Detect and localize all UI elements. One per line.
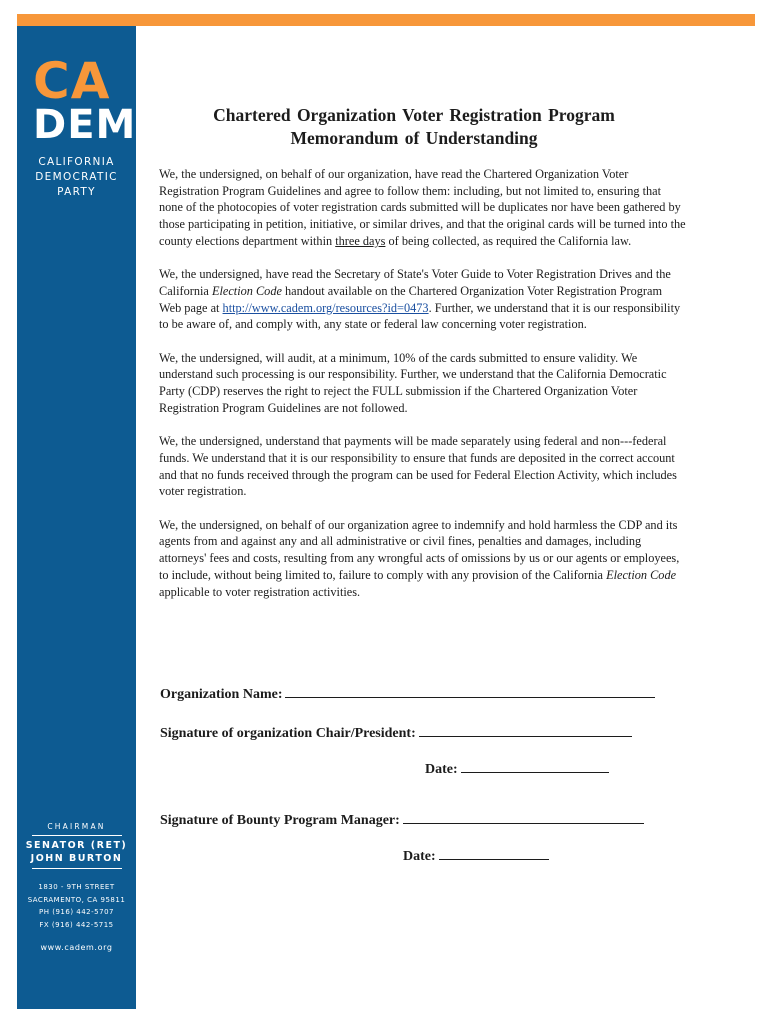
bounty-signature-field <box>160 810 644 829</box>
logo-dem-text: DEM <box>33 102 137 148</box>
paragraph-indemnify: We, the undersigned, on behalf of our organization agree to indemnify and hold harmless the CDP and its agents from and against any and all administrative or civil fines, penalties and damages, including attorneys' fees and costs, resulting from any wrongful acts of omissions by us or our agents or employees, to include, without being limited to, failure to comply with any provision of the California Election Code applicable to voter registration activities. <box>159 517 680 599</box>
chairman-label: CHAIRMAN <box>47 822 106 831</box>
paragraph-audit: We, the undersigned, will audit, at a minimum, 10% of the cards submitted to ensure validity. We understand such processing is our responsibility. Further, we understand that the California Democratic Party (CDP) reserves the right to reject the FULL submission if the Chartered Organization Voter Registration Program Guidelines are not followed. <box>159 350 667 415</box>
title-line-1: Chartered Organization Voter Registration Program <box>213 105 615 125</box>
chairman-divider <box>32 835 122 836</box>
party-line: PARTY <box>57 186 96 198</box>
resources-link[interactable]: http://www.cadem.org/resources?id=0473 <box>222 300 429 315</box>
chairman-name-line: SENATOR (RET) <box>25 840 128 851</box>
party-name <box>17 155 136 200</box>
chairman-name <box>17 839 136 865</box>
document-title <box>160 104 668 150</box>
website-link[interactable]: www.cadem.org <box>40 943 113 952</box>
memorandum-body <box>159 166 687 617</box>
logo-ca-text: CA <box>33 52 111 110</box>
phone-line: PH (916) 442-5707 <box>39 908 114 917</box>
fax-line: FX (916) 442-5715 <box>39 920 114 929</box>
date-line[interactable] <box>439 846 549 860</box>
address-block <box>17 881 136 931</box>
sidebar <box>17 26 136 1009</box>
date-label: Date: <box>403 849 436 864</box>
paragraph-voter-guide: We, the undersigned, have read the Secretary of State's Voter Guide to Voter Registration Drives and the California Election Code handout available on the Chartered Organization Voter Registration Program Web page at http://www.cadem.org/resources?id=0473. Further, we understand that it is our responsibility to be aware of, and comply with, any state or federal law concerning voter registration. <box>159 267 681 332</box>
chair-signature-label: Signature of organization Chair/President: <box>160 726 416 741</box>
title-line-2: Memorandum of Understanding <box>290 128 538 148</box>
paragraph-guidelines: We, the undersigned, on behalf of our organization, have read the Chartered Organization Voter Registration Program Guidelines and agree to follow them: including, but not limited to, ensuring that none of the photocopies of voter registration cards submitted will be duplicates nor have been gathered by those participating in petition, initiative, or similar drives, and that the original cards will be turned into the county elections department within three days of being collected, as required the California law. <box>159 167 686 248</box>
chairman-name-line: JOHN BURTON <box>30 853 123 864</box>
party-line: CALIFORNIA <box>38 156 115 168</box>
organization-name-field <box>160 684 655 703</box>
chairman-divider <box>32 868 122 869</box>
date-label: Date: <box>425 762 458 777</box>
organization-name-label: Organization Name: <box>160 687 283 702</box>
bounty-signature-line[interactable] <box>403 810 644 824</box>
date-line[interactable] <box>461 759 609 773</box>
paragraph-payments: We, the undersigned, understand that payments will be made separately using federal and non---federal funds. We understand that it is our responsibility to ensure that funds are deposited in the correct account and that no funds received through the program can be used for Federal Election Activity, which includes voter registration. <box>159 434 677 499</box>
chair-signature-line[interactable] <box>419 723 632 737</box>
date-field-2 <box>403 846 549 865</box>
three-days-underline: three days <box>335 233 386 248</box>
date-field-1 <box>425 759 609 778</box>
address-line: 1830 - 9TH STREET <box>38 883 115 891</box>
bounty-signature-label: Signature of Bounty Program Manager: <box>160 813 400 828</box>
organization-name-line[interactable] <box>285 684 655 698</box>
chair-signature-field <box>160 723 632 742</box>
party-line: DEMOCRATIC <box>35 171 118 183</box>
header-orange-bar <box>17 14 755 26</box>
address-line: SACRAMENTO, CA 95811 <box>27 895 126 904</box>
